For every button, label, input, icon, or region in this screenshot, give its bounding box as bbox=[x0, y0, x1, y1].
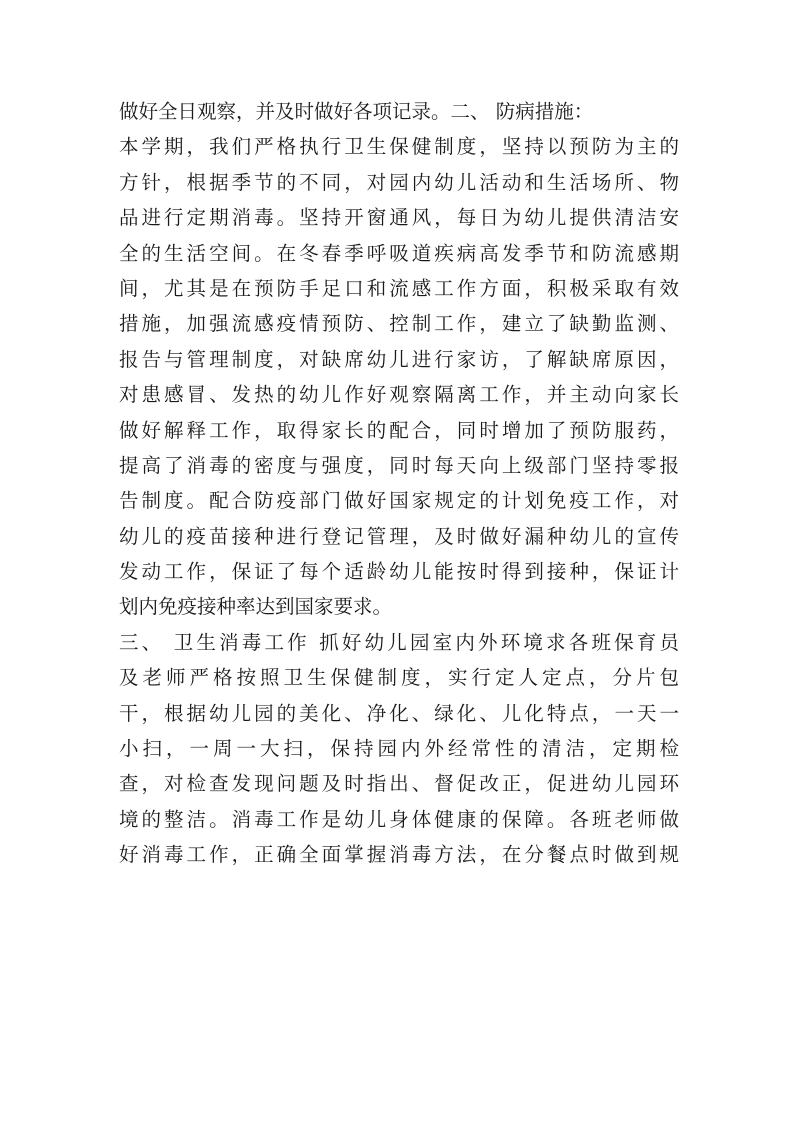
text-line-19: 小扫，一周一大扫，保持园内外经常性的清洁，定期检 bbox=[119, 737, 679, 761]
text-line-6: 间，尤其是在预防手足口和流感工作方面，积极采取有效 bbox=[119, 276, 679, 300]
text-line-22: 好消毒工作，正确全面掌握消毒方法，在分餐点时做到规 bbox=[119, 843, 679, 867]
text-line-11: 提高了消毒的密度与强度，同时每天向上级部门坚持零报 bbox=[119, 453, 679, 477]
text-line-18: 干，根据幼儿园的美化、净化、绿化、儿化特点，一天一 bbox=[119, 701, 679, 725]
text-line-10: 做好解释工作，取得家长的配合，同时增加了预防服药， bbox=[119, 418, 679, 442]
text-line-8: 报告与管理制度，对缺席幼儿进行家访，了解缺席原因， bbox=[119, 347, 679, 371]
body-text bbox=[119, 94, 679, 873]
text-line-14: 发动工作，保证了每个适龄幼儿能按时得到接种，保证计 bbox=[119, 560, 679, 584]
text-line-15: 划内免疫接种率达到国家要求。 bbox=[119, 595, 393, 619]
text-line-9: 对患感冒、发热的幼儿作好观察隔离工作，并主动向家长 bbox=[119, 383, 679, 407]
text-line-21: 境的整洁。消毒工作是幼儿身体健康的保障。各班老师做 bbox=[119, 807, 679, 831]
text-line-17: 及老师严格按照卫生保健制度，实行定人定点，分片包 bbox=[119, 666, 679, 690]
section-heading-line: 三、 卫生消毒工作 抓好幼儿园室内外环境求各班保育员 bbox=[119, 630, 679, 654]
text-line-3: 方针，根据季节的不同，对园内幼儿活动和生活场所、物 bbox=[119, 170, 679, 194]
text-line-1: 做好全日观察，并及时做好各项记录。二、 防病措施： bbox=[119, 100, 594, 123]
text-line-7: 措施，加强流感疫情预防、控制工作，建立了缺勤监测、 bbox=[119, 312, 679, 336]
text-line-2: 本学期，我们严格执行卫生保健制度，坚持以预防为主的 bbox=[119, 135, 679, 159]
text-line-12: 告制度。配合防疫部门做好国家规定的计划免疫工作，对 bbox=[119, 489, 679, 513]
text-line-5: 全的生活空间。在冬春季呼吸道疾病高发季节和防流感期 bbox=[119, 241, 679, 265]
text-line-13: 幼儿的疫苗接种进行登记管理，及时做好漏种幼儿的宣传 bbox=[119, 524, 679, 548]
text-line-20: 查，对检查发现问题及时指出、督促改正，促进幼儿园环 bbox=[119, 772, 679, 796]
text-line-4: 品进行定期消毒。坚持开窗通风，每日为幼儿提供清洁安 bbox=[119, 206, 679, 230]
